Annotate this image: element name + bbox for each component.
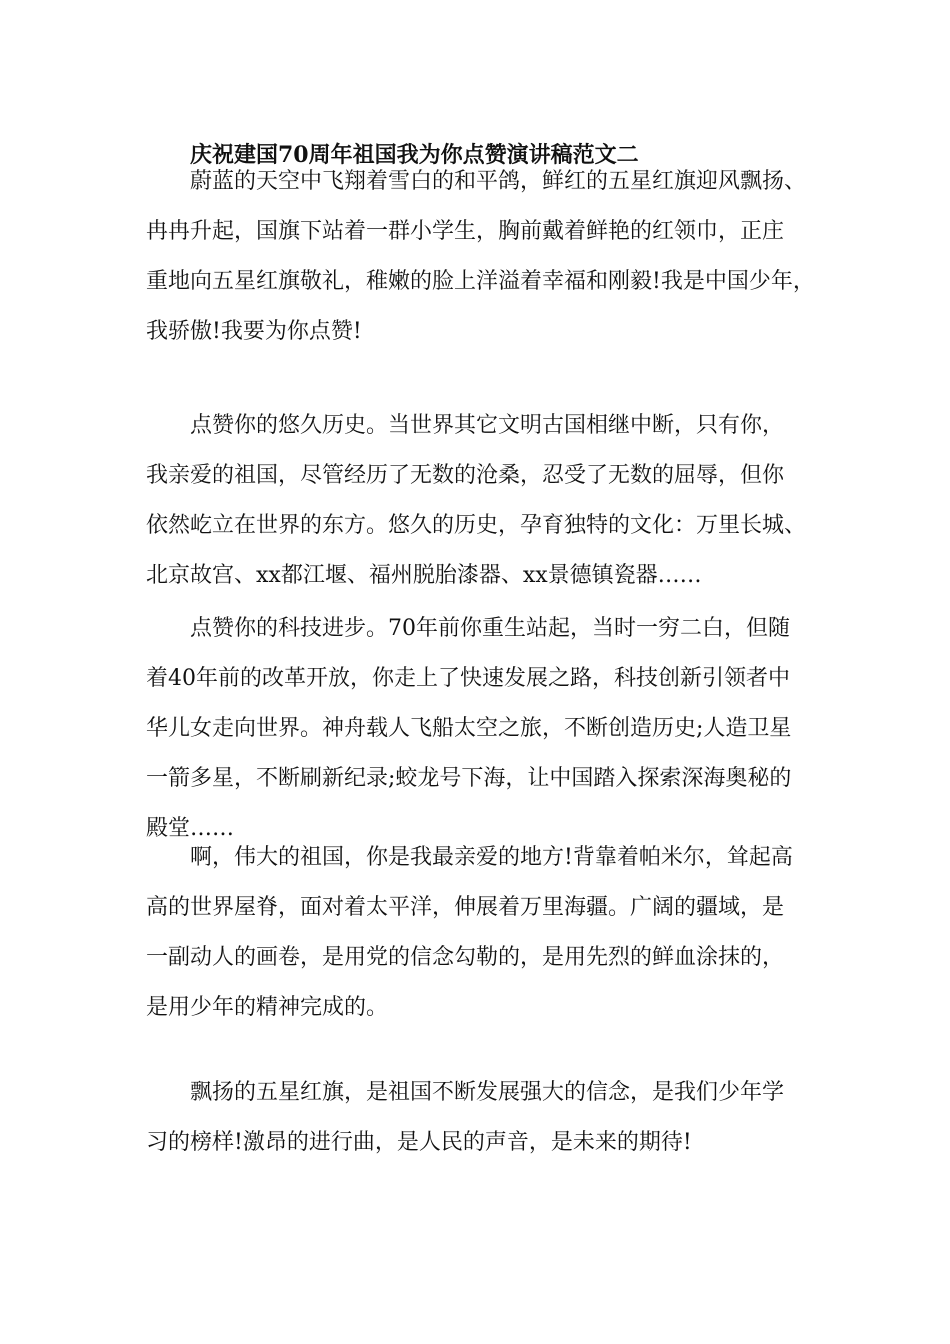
paragraph-line: 蔚蓝的天空中飞翔着雪白的和平鸽，鲜红的五星红旗迎风飘扬、 <box>190 169 807 194</box>
paragraph-2 <box>146 401 816 601</box>
paragraph-line: 点赞你的悠久历史。当世界其它文明古国相继中断，只有你， <box>190 413 785 438</box>
paragraph-line: 我骄傲!我要为你点赞! <box>146 319 362 344</box>
paragraph-line: 一副动人的画卷，是用党的信念勾勒的，是用先烈的鲜血涂抹的， <box>146 945 785 970</box>
paragraph-4 <box>146 833 816 1033</box>
document-title: 庆祝建国70周年祖国我为你点赞演讲稿范文二 <box>190 142 639 168</box>
paragraph-line: 啊，伟大的祖国，你是我最亲爱的地方!背靠着帕米尔，耸起高 <box>190 845 793 870</box>
paragraph-1 <box>146 157 816 357</box>
paragraph-5 <box>146 1068 816 1168</box>
paragraph-line: 高的世界屋脊，面对着太平洋，伸展着万里海疆。广阔的疆域，是 <box>146 895 785 920</box>
paragraph-line: 重地向五星红旗敬礼，稚嫩的脸上洋溢着幸福和刚毅!我是中国少年， <box>146 269 815 294</box>
paragraph-3 <box>146 604 816 854</box>
paragraph-line: 北京故宫、xx都江堰、福州脱胎漆器、xx景德镇瓷器…… <box>146 563 702 588</box>
paragraph-line: 冉冉升起，国旗下站着一群小学生，胸前戴着鲜艳的红领巾，正庄 <box>146 219 785 244</box>
paragraph-line: 着40年前的改革开放，你走上了快速发展之路，科技创新引领者中 <box>146 666 790 691</box>
paragraph-line: 我亲爱的祖国，尽管经历了无数的沧桑，忍受了无数的屈辱，但你 <box>146 463 785 488</box>
paragraph-line: 华儿女走向世界。神舟载人飞船太空之旅，不断创造历史;人造卫星 <box>146 716 792 741</box>
paragraph-line: 飘扬的五星红旗，是祖国不断发展强大的信念，是我们少年学 <box>190 1080 785 1105</box>
paragraph-line: 是用少年的精神完成的。 <box>146 995 389 1020</box>
paragraph-line: 依然屹立在世界的东方。悠久的历史，孕育独特的文化：万里长城、 <box>146 513 807 538</box>
paragraph-line: 习的榜样!激昂的进行曲，是人民的声音，是未来的期待! <box>146 1130 692 1155</box>
paragraph-line: 一箭多星，不断刷新纪录;蛟龙号下海，让中国踏入探索深海奥秘的 <box>146 766 792 791</box>
paragraph-line: 点赞你的科技进步。70年前你重生站起，当时一穷二白，但随 <box>190 616 790 641</box>
paragraph-line: 殿堂…… <box>146 816 235 841</box>
